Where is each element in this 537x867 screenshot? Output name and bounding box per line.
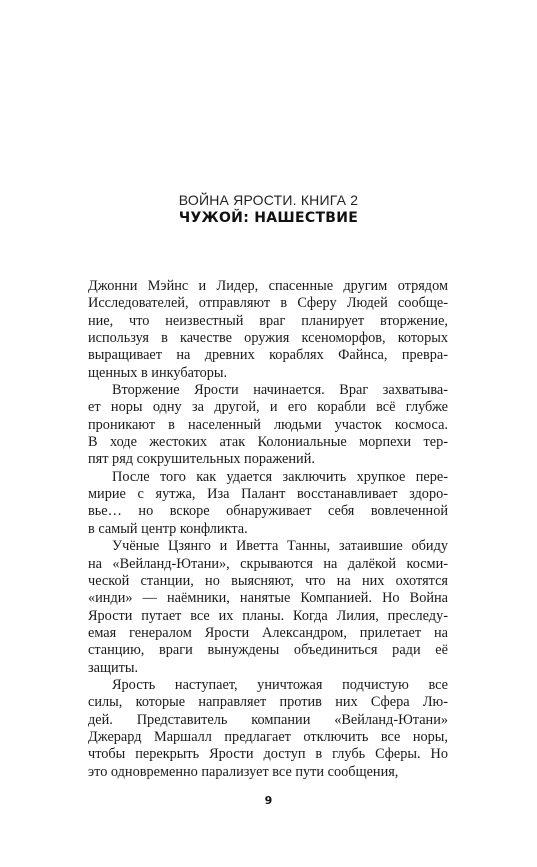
text-line: Вторжение Ярости начинается. Враг захватыва-	[112, 382, 448, 399]
text-line: используя в качестве оружия ксеноморфов, которых	[88, 330, 448, 347]
text-line: дей. Представитель компании «Вейланд-Ютани»	[88, 711, 448, 728]
text-line: После того как удается заключить хрупкое пере-	[112, 468, 448, 485]
text-line: ние, что неизвестный враг планирует вторжение,	[88, 312, 448, 329]
text-line: ет норы одну за другой, и его корабли всё глубже	[88, 399, 448, 416]
text-line: в самый центр конфликта.	[88, 520, 248, 537]
text-line: Ярости путает все их планы. Когда Лилия, преследу-	[88, 607, 448, 624]
text-line: это одновременно парализует все пути сообщения,	[88, 763, 399, 780]
paragraph	[88, 469, 448, 538]
text-line: «инди» — наёмники, нанятые Компанией. Но Война	[88, 590, 448, 607]
text-line: Джонни Мэйнс и Лидер, спасенные другим отрядом	[88, 278, 448, 294]
page-number: 9	[264, 794, 273, 807]
text-line: силы, которые направляет против них Сфера Лю-	[88, 694, 448, 711]
body-text	[88, 278, 448, 781]
paragraph	[88, 382, 448, 469]
text-line: выращивает на древних кораблях Файнса, превра-	[88, 347, 448, 364]
text-line: проникают в населенный людьми участок космоса.	[88, 416, 448, 433]
text-line: Исследователей, отправляют в Сферу Людей сообще-	[88, 295, 448, 312]
book-title: ЧУЖОЙ: НАШЕСТВИЕ	[178, 210, 359, 226]
text-line: защиты.	[88, 659, 139, 676]
text-line: мирие с яутжа, Иза Палант восстанавливает здоро-	[88, 486, 448, 503]
text-line: В ходе жестоких атак Колониальные морпехи тер-	[88, 434, 448, 451]
series-title: ВОЙНА ЯРОСТИ. КНИГА 2	[178, 192, 359, 208]
text-line: на «Вейланд-Ютани», скрываются на далёкой косми-	[88, 555, 448, 572]
text-line: Джерард Маршалл предлагает отключить все норы,	[88, 728, 448, 745]
text-line: Ярость наступает, уничтожая подчистую все	[112, 676, 448, 693]
paragraph	[88, 677, 448, 781]
text-line: ческой станции, но выясняют, что на них охотятся	[88, 572, 448, 589]
paragraph	[88, 278, 448, 382]
text-line: щенных в инкубаторы.	[88, 364, 228, 381]
text-line: вье… но вскоре обнаруживает себя вовлеченной	[88, 503, 448, 520]
text-line: емая генералом Ярости Александром, прилетает на	[88, 624, 448, 641]
paragraph	[88, 538, 448, 677]
text-line: пят ряд сокрушительных поражений.	[88, 451, 315, 468]
text-line: Учёные Цзянго и Иветта Танны, затаившие обиду	[112, 538, 448, 555]
text-line: станцию, враги вынуждены объединиться ради её	[88, 642, 448, 659]
text-line: чтобы перекрыть Ярости доступ в глубь Сферы. Но	[88, 746, 448, 763]
